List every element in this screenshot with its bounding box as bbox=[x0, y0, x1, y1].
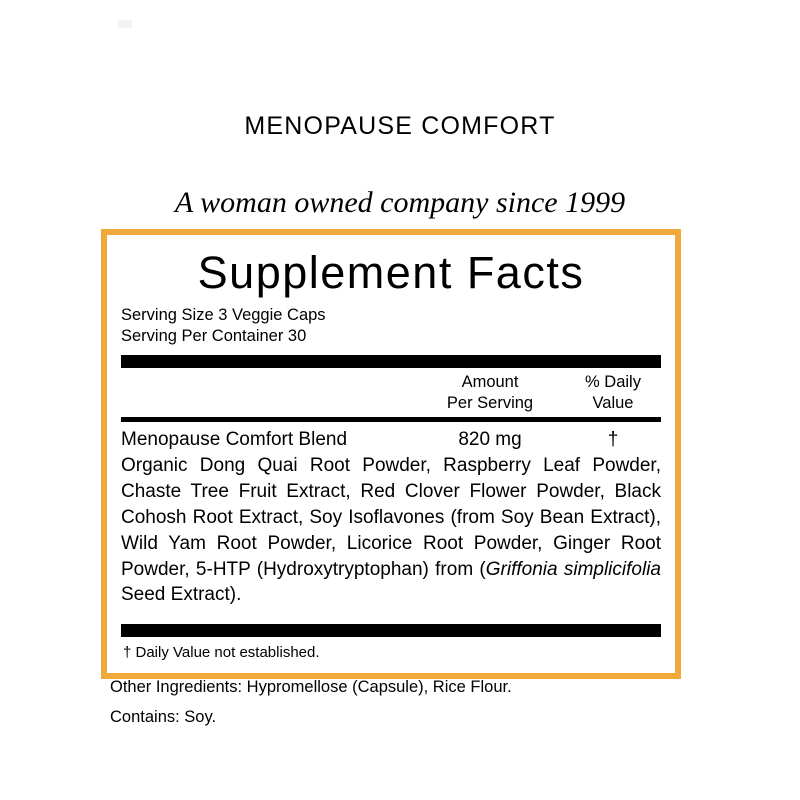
supplement-facts-panel bbox=[101, 229, 681, 679]
amount-header-line1: Amount bbox=[461, 372, 519, 391]
ingredients-text-part2: Seed Extract). bbox=[121, 584, 242, 606]
ingredients-botanical-name: Griffonia simplicifolia bbox=[485, 558, 661, 580]
blend-daily-value: † bbox=[607, 429, 619, 451]
serving-size: Serving Size 3 Veggie Caps bbox=[121, 305, 326, 324]
ingredients-text-part1: Organic Dong Quai Root Powder, Raspberry Leaf Powder, Chaste Tree Fruit Extract, Red Clover Flower Powder, Black Cohosh Root Extract, Soy Isoflavones (from Soy Bean Extract), Wild Yam Root Powder, Licorice Root Powder, Ginger Root Powder, 5-HTP (Hydroxytryptophan) from ( bbox=[121, 455, 661, 580]
daily-header-line2: Value bbox=[592, 393, 634, 412]
blend-row bbox=[121, 422, 661, 453]
daily-header-line1: % Daily bbox=[585, 372, 641, 391]
blend-name: Menopause Comfort Blend bbox=[121, 429, 348, 451]
servings-per-container: Serving Per Container 30 bbox=[121, 326, 307, 345]
blend-amount: 820 mg bbox=[458, 429, 522, 451]
amount-per-serving-header bbox=[415, 372, 565, 413]
corner-artifact bbox=[118, 20, 132, 28]
page-title: MENOPAUSE COMFORT bbox=[244, 112, 556, 140]
column-headers bbox=[121, 368, 661, 417]
ingredients-list bbox=[121, 453, 661, 616]
amount-header-line2: Per Serving bbox=[446, 393, 534, 412]
daily-value-footnote: † Daily Value not established. bbox=[123, 644, 320, 662]
daily-value-header bbox=[565, 372, 661, 413]
other-ingredients: Other Ingredients: Hypromellose (Capsule), Rice Flour. bbox=[110, 678, 512, 696]
allergen-contains: Contains: Soy. bbox=[110, 708, 217, 726]
supplement-facts-heading: Supplement Facts bbox=[197, 247, 585, 298]
supplement-facts-inner bbox=[107, 235, 675, 673]
company-tagline: A woman owned company since 1999 bbox=[174, 186, 626, 219]
divider-thick-top bbox=[121, 355, 661, 368]
divider-thick-bottom bbox=[121, 624, 661, 637]
